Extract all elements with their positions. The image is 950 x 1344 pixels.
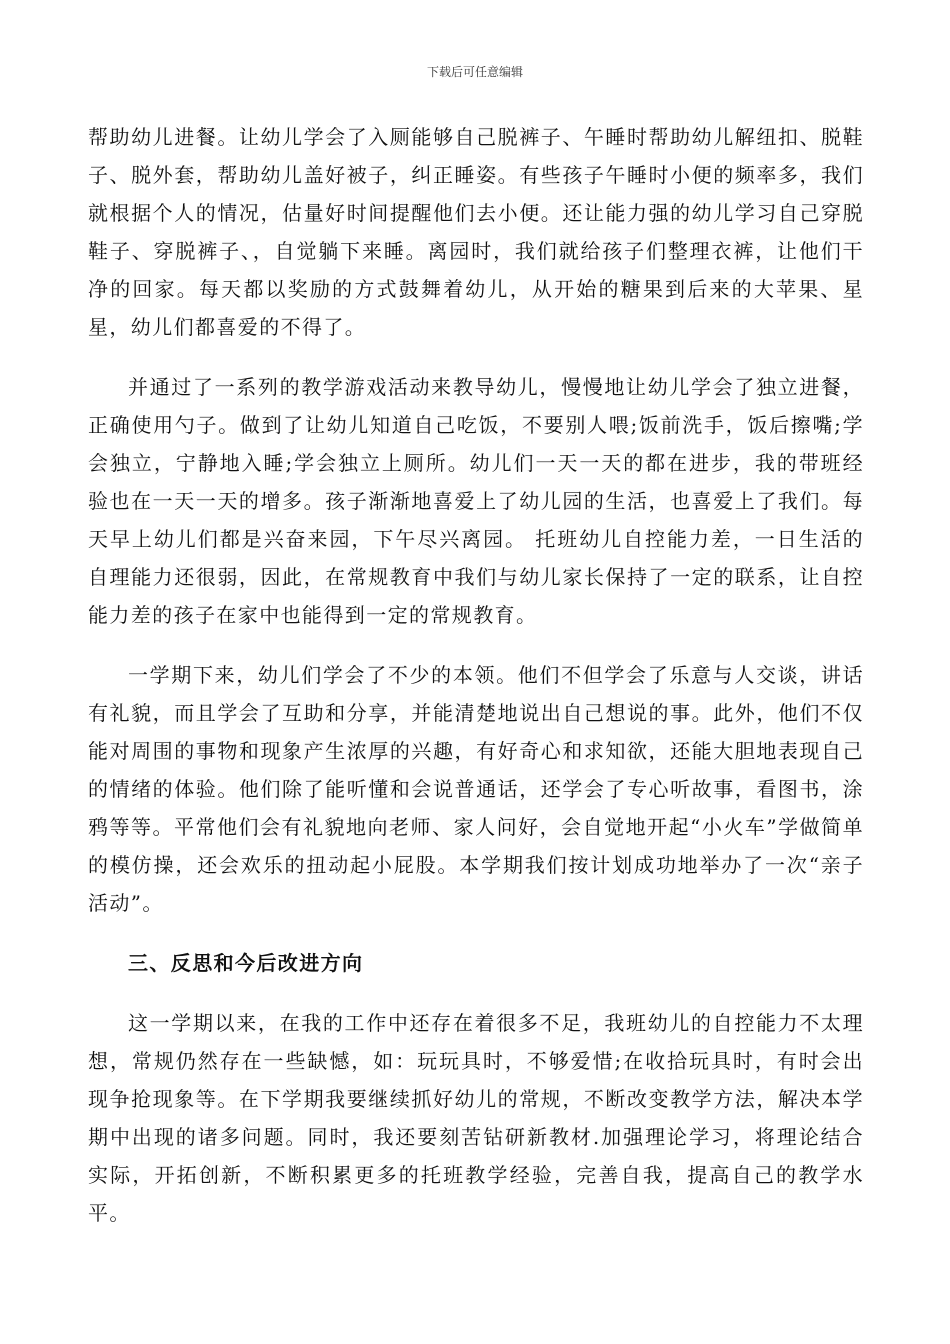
document-body	[88, 118, 864, 1232]
paragraph-2: 并通过了一系列的教学游戏活动来教导幼儿，慢慢地让幼儿学会了独立进餐，正确使用勺子。做到了让幼儿知道自己吃饭，不要别人喂;饭前洗手，饭后擦嘴;学会独立，宁静地入睡;学会独立上厕所。幼儿们一天一天的都在进步，我的带班经验也在一天一天的增多。孩子渐渐地喜爱上了幼儿园的生活，也喜爱上了我们。每天早上幼儿们都是兴奋来园，下午尽兴离园。 托班幼儿自控能力差，一日生活的自理能力还很弱，因此，在常规教育中我们与幼儿家长保持了一定的联系，让自控能力差的孩子在家中也能得到一定的常规教育。	[88, 375, 864, 627]
header-note: 下载后可任意编辑	[426, 65, 523, 79]
paragraph-3: 一学期下来，幼儿们学会了不少的本领。他们不但学会了乐意与人交谈，讲话有礼貌，而且学会了互助和分享，并能清楚地说出自己想说的事。此外，他们不仅能对周围的事物和现象产生浓厚的兴趣，有好奇心和求知欲，还能大胆地表现自己的情绪的体验。他们除了能听懂和会说普通话，还学会了专心听故事，看图书，涂鸦等等。平常他们会有礼貌地向老师、家人问好，会自觉地开起“小火车”学做简单的模仿操，还会欢乐的扭动起小屁股。本学期我们按计划成功地举办了一次“亲子活动”。	[88, 663, 864, 915]
section-heading: 三、反思和今后改进方向	[128, 951, 364, 975]
paragraph-1: 帮助幼儿进餐。让幼儿学会了入厕能够自己脱裤子、午睡时帮助幼儿解纽扣、脱鞋子、脱外套，帮助幼儿盖好被子，纠正睡姿。有些孩子午睡时小便的频率多，我们就根据个人的情况，估量好时间提醒他们去小便。还让能力强的幼儿学习自己穿脱鞋子、穿脱裤子、，自觉躺下来睡。离园时，我们就给孩子们整理衣裤，让他们干净的回家。每天都以奖励的方式鼓舞着幼儿，从开始的糖果到后来的大苹果、星星，幼儿们都喜爱的不得了。	[88, 125, 864, 339]
paragraph-4: 这一学期以来，在我的工作中还存在着很多不足，我班幼儿的自控能力不太理想，常规仍然存在一些缺憾，如：玩玩具时，不够爱惜;在收拾玩具时，有时会出现争抢现象等。在下学期我要继续抓好幼儿的常规，不断改变教学方法，解决本学期中出现的诸多问题。同时，我还要刻苦钻研新教材.加强理论学习，将理论结合实际，开拓创新，不断积累更多的托班教学经验，完善自我，提高自己的教学水平。	[88, 1011, 864, 1225]
